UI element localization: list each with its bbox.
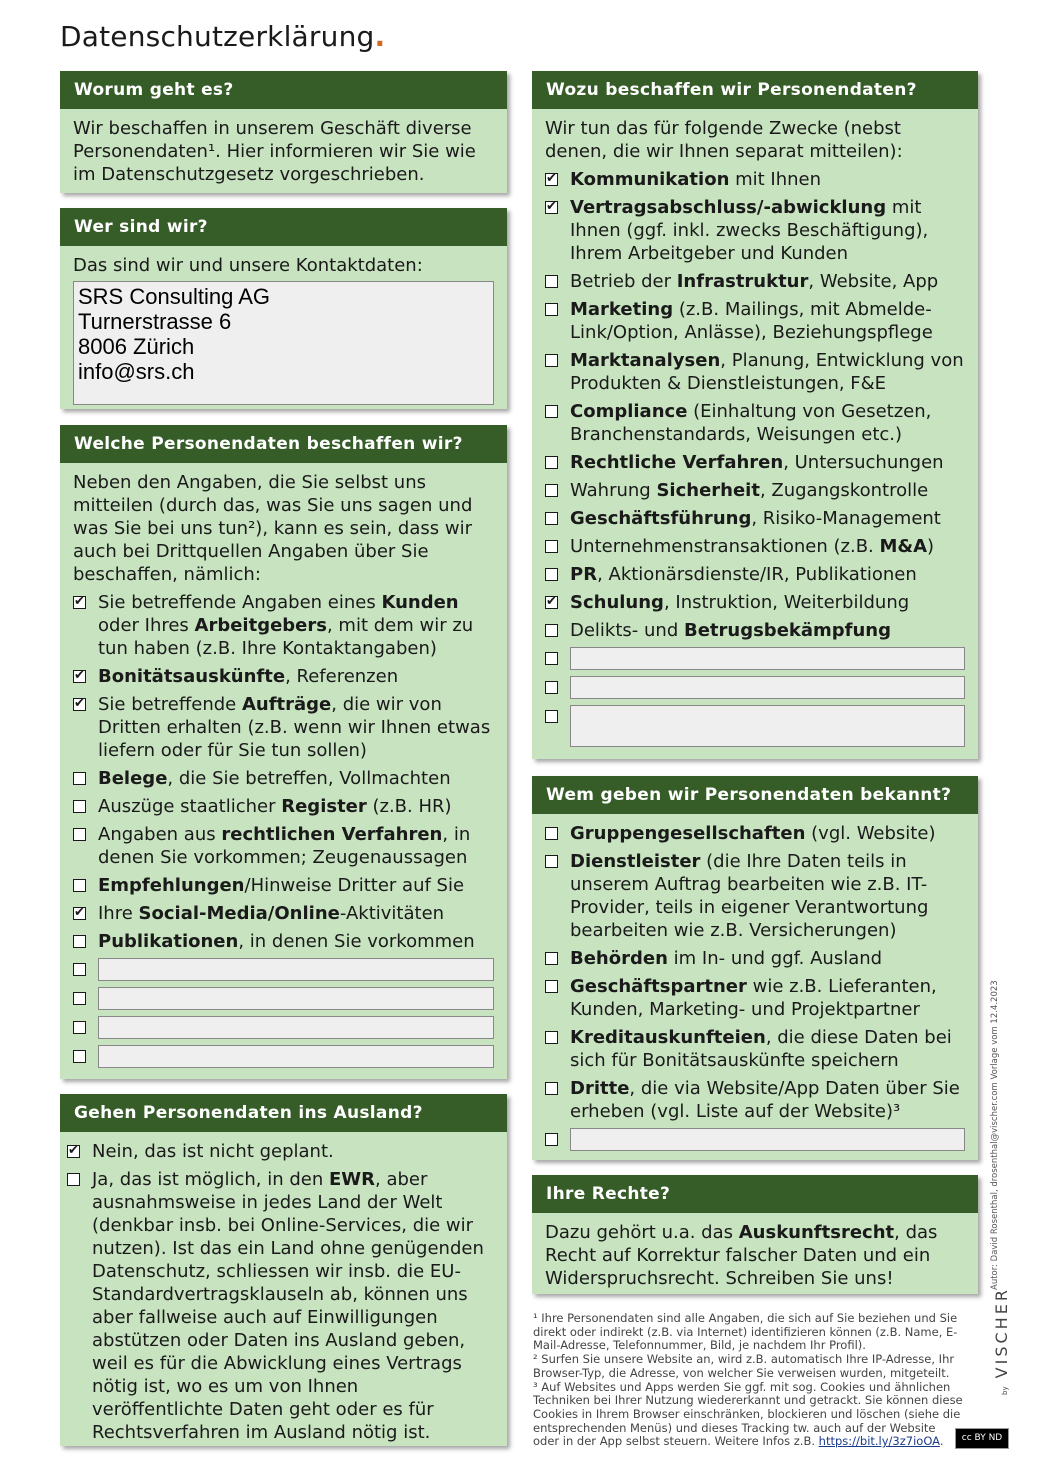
checkbox-label: Delikts- und Betrugsbekämpfung <box>570 620 892 641</box>
checkbox[interactable] <box>545 652 558 665</box>
checkbox-item <box>545 400 965 446</box>
checkbox[interactable] <box>545 540 558 553</box>
checkbox-label: Gruppengesellschaften (vgl. Website) <box>570 823 936 844</box>
checkbox-item <box>73 930 494 953</box>
checkbox[interactable] <box>545 512 558 525</box>
checkbox[interactable] <box>545 275 558 288</box>
checkbox-label: Sie betreffende Aufträge, die wir von Dritten erhalten (z.B. wenn wir Ihnen etwas liefern oder für Sie tun sollen) <box>98 694 491 761</box>
checkbox-label: Empfehlungen/Hinweise Dritter auf Sie <box>98 875 465 896</box>
section-wer <box>60 208 507 409</box>
checkbox[interactable] <box>545 827 558 840</box>
checkbox-item <box>545 298 965 344</box>
checkbox-list <box>545 822 965 1123</box>
checkbox-label: Compliance (Einhaltung von Gesetzen, Branchenstandards, Weisungen etc.) <box>570 401 932 445</box>
section-heading: Gehen Personendaten ins Ausland? <box>60 1094 507 1132</box>
section-text: Dazu gehört u.a. das Auskunftsrecht, das Recht auf Korrektur falscher Daten und ein Widerspruchsrecht. Schreiben Sie uns! <box>545 1222 938 1289</box>
checkbox-item <box>73 823 494 869</box>
blank-entry <box>73 1016 494 1039</box>
checkbox-label: Marktanalysen, Planung, Entwicklung von Produkten & Dienstleistungen, F&E <box>570 350 964 394</box>
section-heading: Wer sind wir? <box>60 208 507 246</box>
section-wem <box>532 776 978 1160</box>
checkbox-list <box>67 1140 494 1444</box>
checkbox-item <box>73 591 494 660</box>
checkbox[interactable] <box>545 855 558 868</box>
blank-entry <box>545 1128 965 1151</box>
checkbox[interactable] <box>545 1031 558 1044</box>
checkbox[interactable] <box>545 710 558 723</box>
checkbox[interactable] <box>73 1050 86 1063</box>
checkbox-item <box>545 975 965 1021</box>
blank-field[interactable] <box>98 958 494 981</box>
footnote: ² Surfen Sie unsere Website an, wird z.B. automatisch Ihre IP-Adresse, Ihr Browser-Typ, die Adresse, von welcher Sie verweisen wurden, mitgeteilt. <box>533 1352 955 1380</box>
checkbox[interactable] <box>545 405 558 418</box>
checkbox-item <box>545 535 965 558</box>
checkbox-checked[interactable]: ✔ <box>68 1143 79 1158</box>
checkbox-label: Dienstleister (die Ihre Daten teils in unserem Auftrag bearbeiten wie z.B. IT-Provider, teils in eigener Verantwortung bearbeiten wie z.B. Versicherungen) <box>570 851 929 941</box>
checkbox-item <box>73 693 494 762</box>
footnote-link[interactable]: https://bit.ly/3z7ioOA <box>818 1434 940 1449</box>
author-note: Autor: David Rosenthal, drosenthal@vischer.com Vorlage vom 12.4.2023 <box>990 980 1000 1290</box>
section-heading: Wem geben wir Personendaten bekannt? <box>532 776 978 814</box>
section-text: Das sind wir und unsere Kontaktdaten: <box>73 255 423 276</box>
checkbox-label: Kommunikation mit Ihnen <box>570 169 822 190</box>
section-rechte <box>532 1175 978 1294</box>
address-field[interactable] <box>73 281 494 405</box>
footnotes <box>533 1312 965 1449</box>
checkbox-label: Bonitätsauskünfte, Referenzen <box>98 666 399 687</box>
checkbox-item <box>73 874 494 897</box>
checkbox-item <box>545 822 965 845</box>
checkbox[interactable] <box>73 828 86 841</box>
blank-entry <box>545 676 965 699</box>
checkbox[interactable] <box>545 1082 558 1095</box>
checkbox-label: Auszüge staatlicher Register (z.B. HR) <box>98 796 452 817</box>
section-text: Neben den Angaben, die Sie selbst uns mitteilen (durch das, was Sie uns sagen und was Sie bei uns tun²), kann es sein, dass wir auch bei Drittquellen Angaben über Sie beschaffen, nämlich: <box>73 472 473 585</box>
checkbox-label: Publikationen, in denen Sie vorkommen <box>98 931 475 952</box>
checkbox-item <box>73 767 494 790</box>
checkbox-label: Geschäftspartner wie z.B. Lieferanten, Kunden, Marketing- und Projektpartner <box>570 976 937 1020</box>
checkbox-checked[interactable]: ✔ <box>546 594 557 609</box>
section-wozu <box>532 71 978 759</box>
page-title: Datenschutzerklärung. <box>60 20 386 53</box>
checkbox-item <box>545 563 965 586</box>
address-line: info@srs.ch <box>78 359 195 384</box>
checkbox-label: Vertragsabschluss/-abwicklung mit Ihnen (ggf. inkl. zwecks Beschäftigung), Ihrem Arbeitgeber und Kunden <box>570 197 929 264</box>
checkbox-checked[interactable]: ✔ <box>546 199 557 214</box>
checkbox-label: Nein, das ist nicht geplant. <box>92 1141 334 1162</box>
checkbox-label: Ja, das ist möglich, in den EWR, aber ausnahmsweise in jedes Land der Welt (denkbar insb. bei Online-Services, die wir nutzen). Ist das ein Land ohne genügenden Datenschutz, schliessen wir insb. die EU-Standardvertragsklauseln ab, können uns aber fallweise auch auf Einwilligungen abstützen oder Daten ins Ausland geben, weil es für die Abwicklung eines Vertrags nötig ist, wo es um von Ihnen veröffentlichte Daten geht oder es für Rechtsverfahren im Ausland nötig ist. <box>92 1169 484 1443</box>
section-heading: Welche Personendaten beschaffen wir? <box>60 425 507 463</box>
checkbox-item <box>545 349 965 395</box>
section-heading: Worum geht es? <box>60 71 507 109</box>
section-heading: Wozu beschaffen wir Personendaten? <box>532 71 978 109</box>
section-text: Wir tun das für folgende Zwecke (nebst denen, die wir Ihnen separat mitteilen): <box>545 118 903 162</box>
checkbox-label: Betrieb der Infrastruktur, Website, App <box>570 271 939 292</box>
checkbox-item <box>545 1077 965 1123</box>
checkbox-checked[interactable]: ✔ <box>74 668 85 683</box>
checkbox-item <box>545 619 965 642</box>
blank-entry <box>73 958 494 981</box>
blank-entry <box>73 987 494 1010</box>
checkbox-item <box>545 947 965 970</box>
brand-logo: by VISCHER <box>992 1287 1011 1395</box>
checkbox[interactable] <box>73 992 86 1005</box>
checkbox-label: Sie betreffende Angaben eines Kunden oder Ihres Arbeitgebers, mit dem wir zu tun haben (z.B. Ihre Kontaktangaben) <box>98 592 474 659</box>
checkbox[interactable] <box>545 354 558 367</box>
section-text: Wir beschaffen in unserem Geschäft diverse Personendaten¹. Hier informieren wir Sie wie im Datenschutzgesetz vorgeschrieben. <box>73 118 476 185</box>
blank-field[interactable] <box>570 647 965 670</box>
footnote: ³ Auf Websites und Apps werden Sie ggf. mit sog. Cookies und ähnlichen Techniken bei Ihrer Nutzung wiedererkannt und getrackt. Sie können diese Cookies in Ihrem Browser einschränken, blockieren und löschen (siehe die entsprechenden Menüs) und dieses Tracking tw. auch auf der Website oder in der App selbst steuern. Weitere Infos z.B. https://bit.ly/3z7ioOA. <box>533 1379 963 1449</box>
checkbox-item <box>73 902 494 925</box>
checkbox-checked[interactable]: ✔ <box>74 594 85 609</box>
address-line: 8006 Zürich <box>78 334 195 359</box>
checkbox-checked[interactable]: ✔ <box>74 905 85 920</box>
blank-entry <box>73 1045 494 1068</box>
checkbox-item <box>545 196 965 265</box>
checkbox[interactable] <box>73 879 86 892</box>
checkbox[interactable] <box>73 800 86 813</box>
section-worum <box>60 71 507 193</box>
checkbox[interactable] <box>545 484 558 497</box>
section-ausland <box>60 1094 507 1446</box>
address-line: Turnerstrasse 6 <box>78 309 232 334</box>
checkbox-item <box>545 1026 965 1072</box>
checkbox-item <box>545 451 965 474</box>
checkbox[interactable] <box>545 1133 558 1146</box>
checkbox-item <box>545 850 965 942</box>
checkbox-item <box>73 795 494 818</box>
checkbox[interactable] <box>73 772 86 785</box>
checkbox[interactable] <box>545 980 558 993</box>
section-heading: Ihre Rechte? <box>532 1175 978 1213</box>
blank-entry <box>545 705 965 747</box>
checkbox-item <box>67 1140 494 1163</box>
license-badge: cc BY ND <box>955 1428 1009 1449</box>
checkbox-item <box>545 168 965 191</box>
checkbox[interactable] <box>545 568 558 581</box>
checkbox-list <box>545 168 965 642</box>
blank-field[interactable] <box>570 676 965 699</box>
checkbox-checked[interactable]: ✔ <box>74 696 85 711</box>
blank-field[interactable] <box>570 705 965 747</box>
checkbox-label: PR, Aktionärsdienste/IR, Publikationen <box>570 564 917 585</box>
checkbox-label: Kreditauskunfteien, die diese Daten bei sich für Bonitätsauskünfte speichern <box>570 1027 952 1071</box>
checkbox[interactable] <box>73 1021 86 1034</box>
checkbox-checked[interactable]: ✔ <box>546 171 557 186</box>
blank-field[interactable] <box>98 1016 494 1039</box>
blank-field[interactable] <box>98 1045 494 1068</box>
checkbox-item <box>545 479 965 502</box>
checkbox-item <box>73 665 494 688</box>
checkbox-label: Dritte, die via Website/App Daten über Sie erheben (vgl. Liste auf der Website)³ <box>570 1078 960 1122</box>
checkbox-label: Marketing (z.B. Mailings, mit Abmelde-Link/Option, Anlässe), Beziehungspflege <box>570 299 933 343</box>
checkbox-item <box>545 507 965 530</box>
checkbox[interactable] <box>73 963 86 976</box>
checkbox[interactable] <box>545 952 558 965</box>
checkbox[interactable] <box>545 681 558 694</box>
checkbox[interactable] <box>73 935 86 948</box>
checkbox-label: Behörden im In- und ggf. Ausland <box>570 948 883 969</box>
checkbox[interactable] <box>67 1173 80 1186</box>
checkbox-item <box>545 270 965 293</box>
checkbox-label: Schulung, Instruktion, Weiterbildung <box>570 592 910 613</box>
checkbox[interactable] <box>545 624 558 637</box>
checkbox-label: Angaben aus rechtlichen Verfahren, in denen Sie vorkommen; Zeugenaussagen <box>98 824 471 868</box>
address-line: SRS Consulting AG <box>78 284 270 309</box>
checkbox-label: Unternehmenstransaktionen (z.B. M&A) <box>570 536 935 557</box>
checkbox-item <box>67 1168 494 1444</box>
footnote: ¹ Ihre Personendaten sind alle Angaben, die sich auf Sie beziehen und Sie direkt oder indirekt (z.B. via Internet) identifizieren können (z.B. Name, E-Mail-Adresse, Telefonnummer, Bild, je nachdem Ihr Profil). <box>533 1311 958 1353</box>
checkbox-label: Geschäftsführung, Risiko-Management <box>570 508 941 529</box>
checkbox-item <box>545 591 965 614</box>
blank-field[interactable] <box>98 987 494 1010</box>
checkbox-label: Rechtliche Verfahren, Untersuchungen <box>570 452 944 473</box>
checkbox-list <box>73 591 494 953</box>
blank-field[interactable] <box>570 1128 965 1151</box>
checkbox[interactable] <box>545 303 558 316</box>
checkbox-label: Belege, die Sie betreffen, Vollmachten <box>98 768 451 789</box>
section-welche <box>60 425 507 1079</box>
checkbox-label: Wahrung Sicherheit, Zugangskontrolle <box>570 480 929 501</box>
blank-entry <box>545 647 965 670</box>
checkbox[interactable] <box>545 456 558 469</box>
checkbox-label: Ihre Social-Media/Online-Aktivitäten <box>98 903 445 924</box>
